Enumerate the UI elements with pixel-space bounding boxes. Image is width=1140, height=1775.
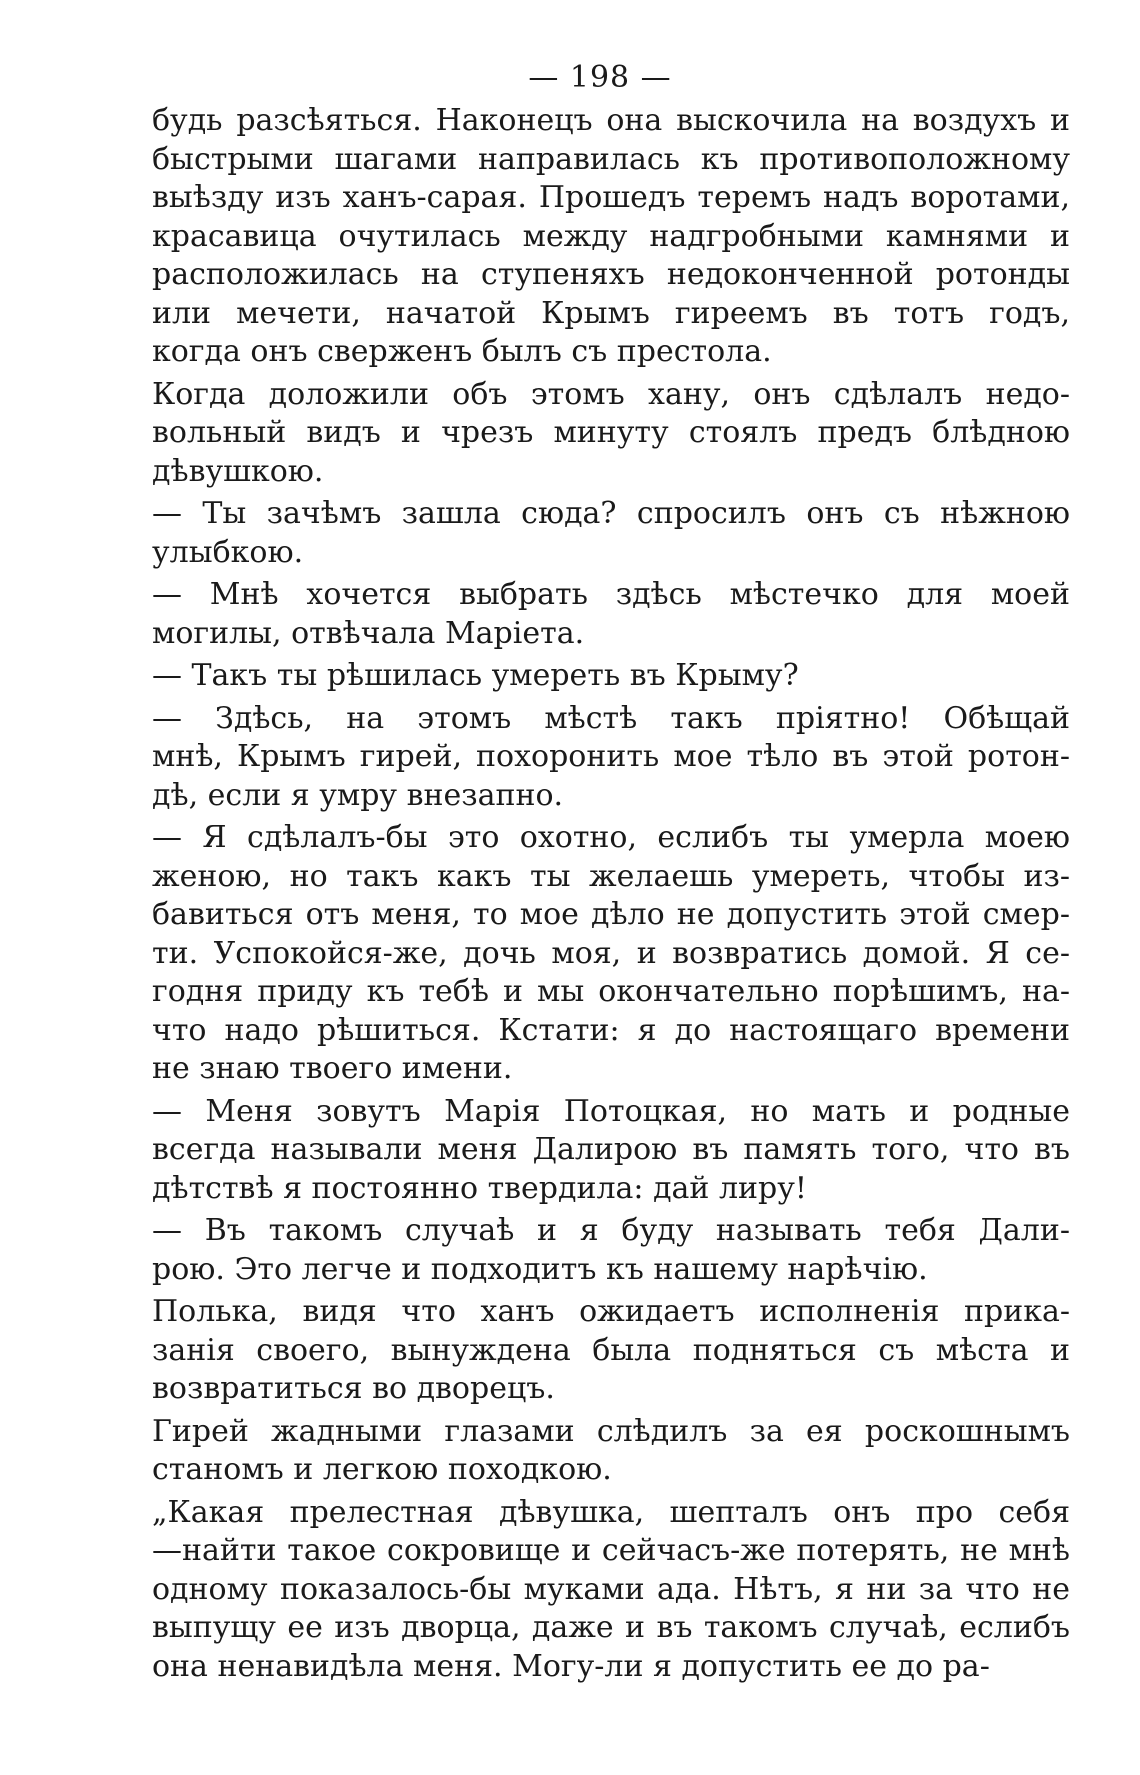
text-line: ти. Успокойся-же, дочь моя, и возвратись домой. Я се-: [152, 935, 1070, 971]
paragraph: [130, 819, 1070, 1089]
text-line: Гирей жадными глазами слѣдилъ за ея роскошнымъ: [152, 1413, 1070, 1449]
paragraph: [130, 376, 1070, 492]
text-line: улыбкою.: [152, 534, 304, 570]
text-line: дѣвушкою.: [152, 453, 324, 489]
text-line: или мечети, начатой Крымъ гиреемъ въ тотъ годъ,: [152, 295, 1070, 331]
text-line: бавиться отъ меня, то мое дѣло не допустить этой смер-: [152, 897, 1070, 932]
text-line: мнѣ, Крымъ гирей, похоронить мое тѣло въ этой ротон-: [152, 739, 1070, 774]
text-line: вольный видъ и чрезъ минуту стоялъ предъ блѣдною: [152, 415, 1070, 450]
text-line: — Мнѣ хочется выбрать здѣсь мѣстечко для моей: [152, 577, 1070, 612]
text-line: Полька, видя что ханъ ожидаетъ исполненія прика-: [152, 1294, 1070, 1329]
text-line: не знаю твоего имени.: [152, 1051, 513, 1086]
text-line: „Какая прелестная дѣвушка, шепталъ онъ про себя: [152, 1494, 1070, 1530]
text-line: дѣ, если я умру внезапно.: [152, 777, 564, 813]
paragraph: [130, 657, 1070, 696]
paragraph: [130, 1212, 1070, 1289]
text-line: выѣзду изъ ханъ-сарая. Прошедъ теремъ надъ воротами,: [152, 180, 1070, 215]
paragraph: [130, 576, 1070, 653]
text-line: женою, но такъ какъ ты желаешь умереть, чтобы из-: [152, 858, 1070, 894]
text-line: рою. Это легче и подходитъ къ нашему нарѣчію.: [152, 1251, 928, 1287]
text-line: Когда доложили объ этомъ хану, онъ сдѣлалъ недо-: [152, 376, 1070, 412]
text-line: — Въ такомъ случаѣ и я буду называть тебя Дали-: [152, 1213, 1070, 1248]
paragraph: [130, 1494, 1070, 1687]
text-line: будь разсѣяться. Наконецъ она выскочила на воздухъ и: [152, 103, 1070, 138]
page-number: — 198 —: [528, 60, 672, 95]
text-line: возвратиться во дворецъ.: [152, 1371, 555, 1406]
paragraph: [130, 1093, 1070, 1209]
text-line: занія своего, вынуждена была подняться съ мѣста и: [152, 1332, 1070, 1368]
book-page: [130, 58, 1070, 1758]
text-line: — Такъ ты рѣшилась умереть въ Крыму?: [152, 658, 799, 693]
text-line: годня приду къ тебѣ и мы окончательно порѣшимъ, на-: [152, 974, 1070, 1009]
paragraph: [130, 1413, 1070, 1490]
text-line: — Ты зачѣмъ зашла сюда? спросилъ онъ съ нѣжною: [152, 496, 1070, 531]
text-line: расположилась на ступеняхъ недоконченной ротонды: [152, 257, 1070, 292]
text-line: когда онъ сверженъ былъ съ престола.: [152, 334, 772, 369]
paragraph: [130, 102, 1070, 372]
text-line: что надо рѣшиться. Кстати: я до настоящаго времени: [152, 1012, 1070, 1048]
text-line: она ненавидѣла меня. Могу-ли я допустить ее до ра-: [152, 1648, 990, 1684]
paragraph: [130, 1293, 1070, 1409]
paragraph: [130, 495, 1070, 572]
text-line: одному показалось-бы муками ада. Нѣтъ, я ни за что не: [152, 1571, 1070, 1607]
text-line: станомъ и легкою походкою.: [152, 1452, 612, 1487]
text-line: всегда называли меня Далирою въ память того, что въ: [152, 1132, 1070, 1167]
text-line: —найти такое сокровище и сейчасъ-же потерять, не мнѣ: [152, 1533, 1070, 1568]
text-line: красавица очутилась между надгробными камнями и: [152, 218, 1070, 254]
paragraph: [130, 700, 1070, 816]
text-line: — Я сдѣлалъ-бы это охотно, еслибъ ты умерла моею: [152, 820, 1070, 855]
text-line: — Меня зовутъ Марія Потоцкая, но мать и родные: [152, 1093, 1070, 1129]
text-line: могилы, отвѣчала Маріета.: [152, 615, 585, 651]
text-line: дѣтствѣ я постоянно твердила: дай лиру!: [152, 1170, 807, 1206]
text-line: выпущу ее изъ дворца, даже и въ такомъ случаѣ, еслибъ: [152, 1610, 1070, 1645]
body-text: [130, 102, 1070, 1686]
text-line: — Здѣсь, на этомъ мѣстѣ такъ пріятно! Обѣщай: [152, 700, 1070, 736]
text-line: быстрыми шагами направилась къ противоположному: [152, 141, 1070, 177]
